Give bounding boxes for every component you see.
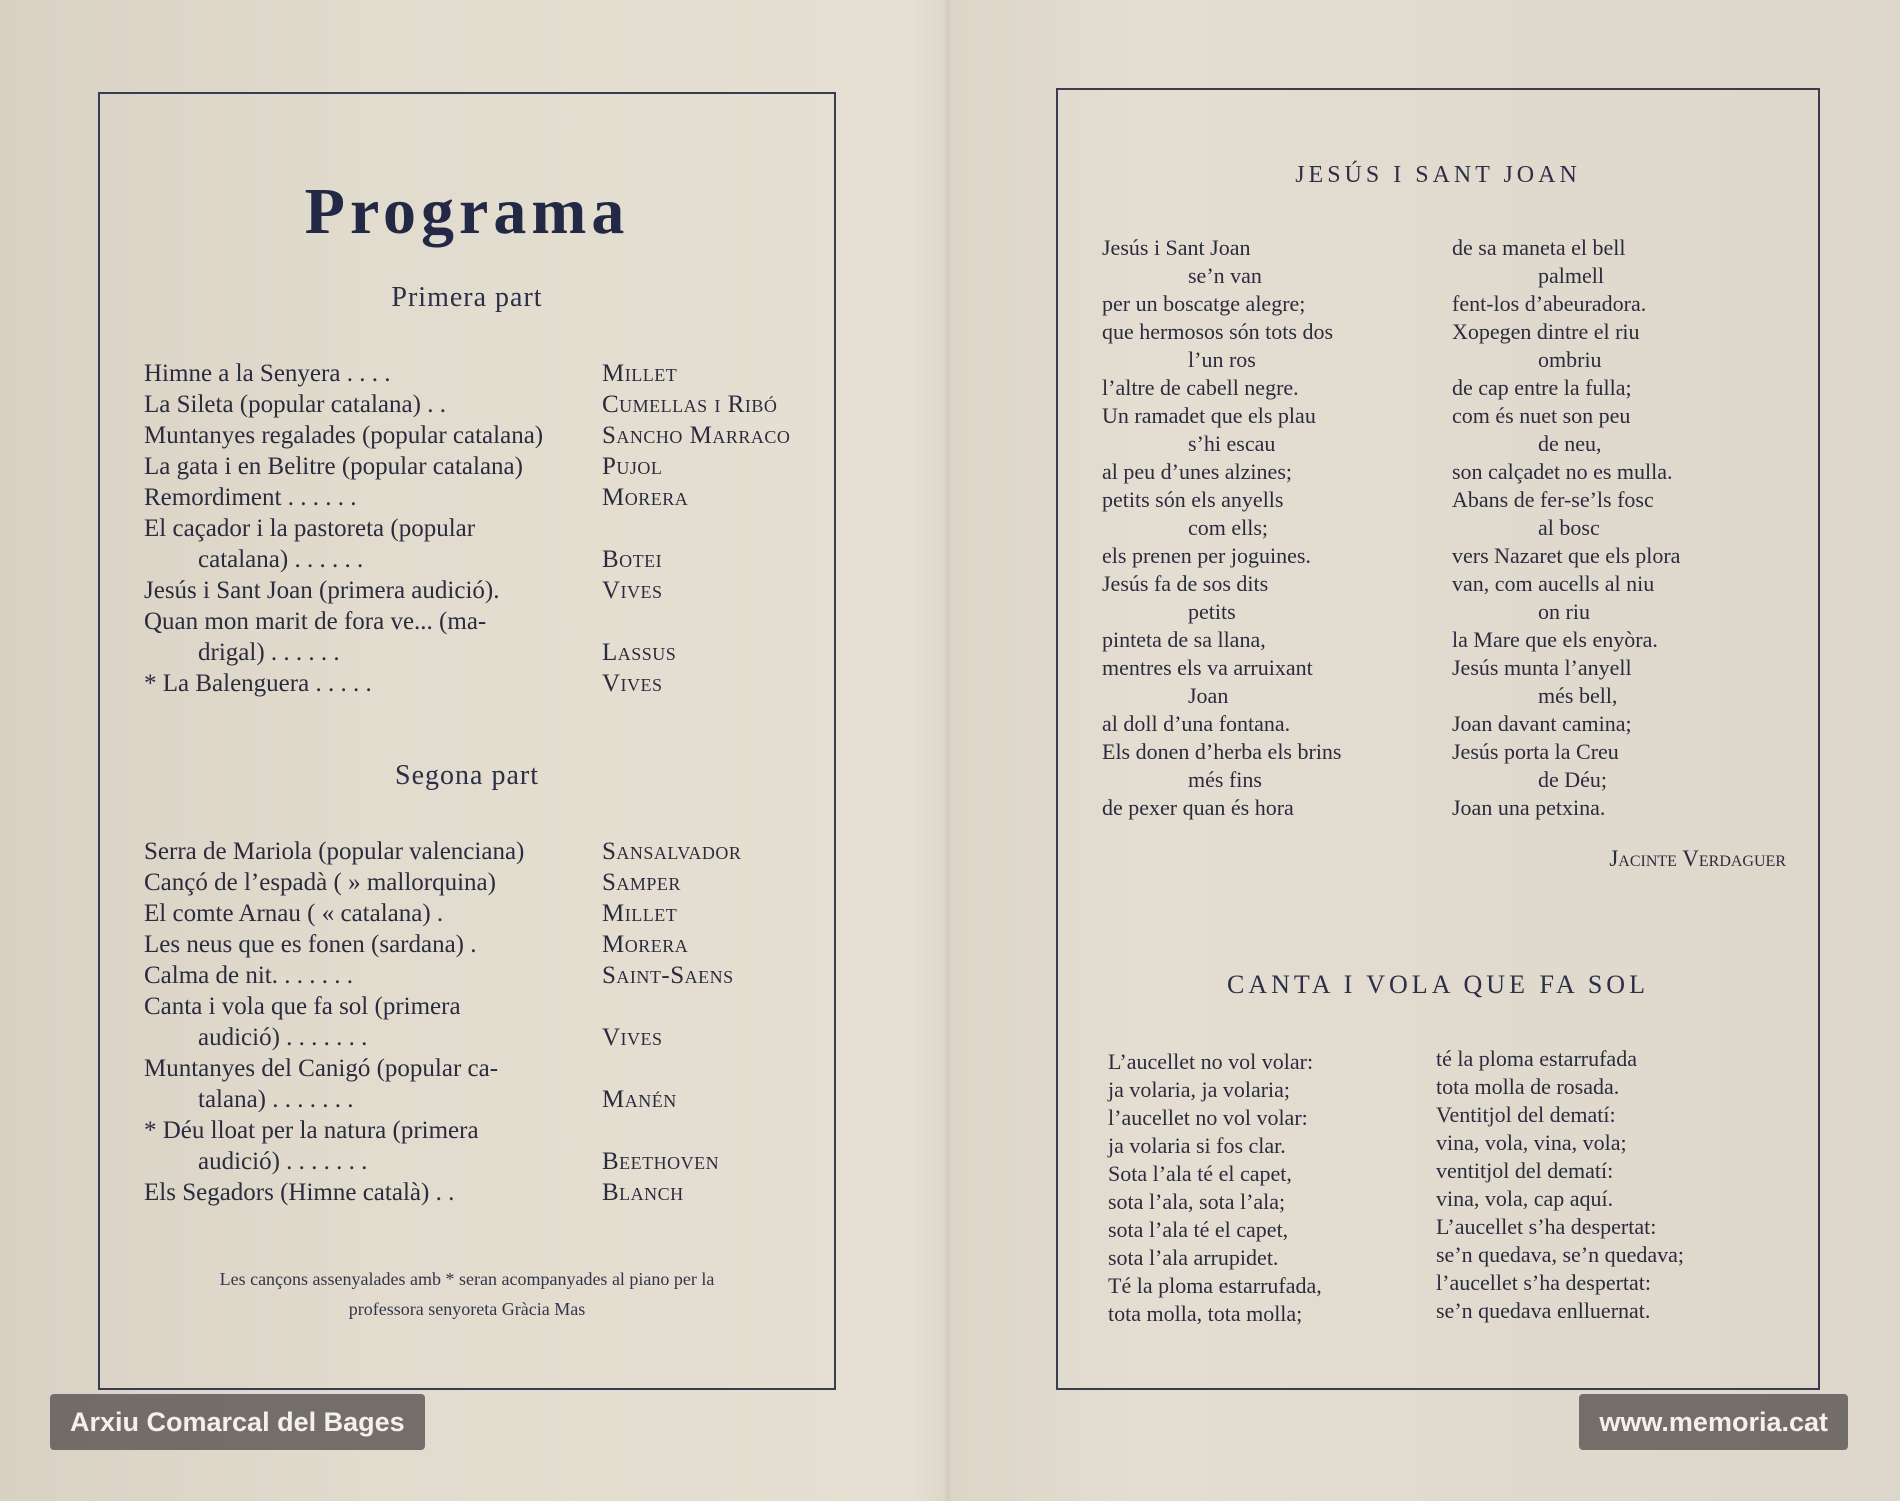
lyric-line: vina, vola, vina, vola; [1436, 1130, 1627, 1155]
piece-title: * La Balenguera . . . . . [144, 670, 372, 697]
lyric-line: l’aucellet no vol volar: [1108, 1105, 1308, 1130]
program-row [144, 1115, 824, 1146]
program-row [144, 929, 824, 960]
lyric-line: mentres els va arruixant [1102, 655, 1313, 680]
lyric-line: l’altre de cabell negre. [1102, 375, 1299, 400]
program-row [144, 991, 824, 1022]
lyric-line: tota molla, tota molla; [1108, 1301, 1303, 1326]
piece-title: Himne a la Senyera . . . . [144, 360, 391, 387]
lyric-line: Jesús fa de sos dits [1102, 571, 1269, 596]
lyric-line: ventitjol del dematí: [1436, 1158, 1614, 1183]
lyric-line: ja volaria, ja volaria; [1108, 1077, 1291, 1102]
lyric-line: de pexer quan és hora [1102, 795, 1294, 820]
program-row [144, 451, 824, 482]
program-row [144, 898, 824, 929]
lyric-line: la Mare que els enyòra. [1452, 627, 1658, 652]
piece-title: Remordiment . . . . . . [144, 484, 357, 511]
lyric-line: s’hi escau [1188, 431, 1276, 456]
program-row [144, 1053, 824, 1084]
program-row [144, 575, 824, 606]
lyric-line: palmell [1538, 263, 1604, 288]
program-row [144, 358, 824, 389]
lyric-line: Té la ploma estarrufada, [1108, 1273, 1322, 1298]
lyric-line: vina, vola, cap aquí. [1436, 1186, 1614, 1211]
archive-badge: Arxiu Comarcal del Bages [50, 1394, 425, 1450]
program-row [144, 1084, 824, 1115]
program-row [144, 637, 824, 668]
composer-name: Millet [602, 360, 678, 387]
composer-name: Sansalvador [602, 838, 742, 865]
lyric-line: petits són els anyells [1102, 487, 1284, 512]
lyric-line: Joan davant camina; [1452, 711, 1632, 736]
program-row [144, 544, 824, 575]
piece-title: audició) . . . . . . . [198, 1148, 368, 1175]
lyric-line: sota l’ala té el capet, [1108, 1217, 1289, 1242]
lyric-line: Jesús i Sant Joan [1102, 235, 1251, 260]
page-fold [944, 0, 952, 1501]
piece-title: La gata i en Belitre (popular catalana) [144, 453, 523, 480]
piece-title: Muntanyes regalades (popular catalana) [144, 422, 544, 449]
website-badge: www.memoria.cat [1579, 1394, 1848, 1450]
lyric-line: on riu [1538, 599, 1590, 624]
lyrics-panel [1056, 88, 1820, 1390]
composer-name: Vives [602, 670, 663, 697]
lyric-line: al doll d’una fontana. [1102, 711, 1291, 736]
composer-name: Lassus [602, 639, 677, 666]
piece-title: Les neus que es fonen (sardana) . [144, 931, 477, 958]
composer-name: Samper [602, 869, 681, 896]
lyric-line: de Déu; [1538, 767, 1608, 792]
composer-name: Beethoven [602, 1148, 720, 1175]
program-row [144, 482, 824, 513]
song2-column-left [1108, 1048, 1322, 1328]
lyric-line: L’aucellet no vol volar: [1108, 1049, 1314, 1074]
composer-name: Sancho Marraco [602, 422, 791, 449]
piece-title: Serra de Mariola (popular valenciana) [144, 838, 525, 865]
segona-part-title: Segona part [395, 760, 539, 791]
program-row [144, 1022, 824, 1053]
piece-title: Quan mon marit de fora ve... (ma- [144, 608, 487, 635]
lyric-line: Jesús porta la Creu [1452, 739, 1619, 764]
piece-title: Els Segadors (Himne català) . . [144, 1179, 455, 1206]
composer-name: Millet [602, 900, 678, 927]
lyric-line: Jesús munta l’anyell [1452, 655, 1632, 680]
lyric-line: té la ploma estarrufada [1436, 1046, 1637, 1071]
song1-column-left [1102, 234, 1342, 822]
lyric-line: l’aucellet s’ha despertat: [1436, 1270, 1652, 1295]
piece-title: Calma de nit. . . . . . . [144, 962, 353, 989]
program-row [144, 513, 824, 544]
program-row [144, 668, 824, 699]
lyric-line: se’n quedava enlluernat. [1436, 1298, 1651, 1323]
lyric-line: son calçadet no es mulla. [1452, 459, 1673, 484]
lyric-line: vers Nazaret que els plora [1452, 543, 1681, 568]
lyric-line: de neu, [1538, 431, 1602, 456]
lyric-line: se’n quedava, se’n quedava; [1436, 1242, 1685, 1267]
primera-part-list [144, 358, 824, 699]
piece-title: audició) . . . . . . . [198, 1024, 368, 1051]
lyric-line: al bosc [1538, 515, 1600, 540]
lyric-line: sota l’ala arrupidet. [1108, 1245, 1279, 1270]
lyric-line: com és nuet son peu [1452, 403, 1631, 428]
lyric-line: de sa maneta el bell [1452, 235, 1626, 260]
piece-title: El comte Arnau ( « catalana) . [144, 900, 444, 927]
lyric-line: Ventitjol del dematí: [1436, 1102, 1616, 1127]
lyric-line: de cap entre la fulla; [1452, 375, 1632, 400]
lyric-line: per un boscatge alegre; [1102, 291, 1306, 316]
lyric-line: ja volaria si fos clar. [1108, 1133, 1286, 1158]
program-row [144, 836, 824, 867]
lyric-line: fent-los d’abeuradora. [1452, 291, 1647, 316]
piece-title: talana) . . . . . . . [198, 1086, 354, 1113]
program-row [144, 867, 824, 898]
program-row [144, 389, 824, 420]
piece-title: La Sileta (popular catalana) . . [144, 391, 446, 418]
primera-part-title: Primera part [391, 282, 543, 313]
song1-author: Jacinte Verdaguer [1609, 846, 1786, 871]
composer-name: Saint-Saens [602, 962, 734, 989]
programa-panel [98, 92, 836, 1390]
lyric-line: Sota l’ala té el capet, [1108, 1161, 1292, 1186]
lyric-line: els prenen per joguines. [1102, 543, 1311, 568]
piece-title: drigal) . . . . . . [198, 639, 340, 666]
lyric-line: Joan [1188, 683, 1229, 708]
composer-name: Morera [602, 931, 689, 958]
song1-title: JESÚS I SANT JOAN [1295, 162, 1581, 188]
composer-name: Morera [602, 484, 689, 511]
lyric-line: Abans de fer-se’ls fosc [1452, 487, 1654, 512]
lyric-line: Xopegen dintre el riu [1452, 319, 1640, 344]
piece-title: El caçador i la pastoreta (popular [144, 515, 476, 542]
composer-name: Vives [602, 577, 663, 604]
lyric-line: que hermosos són tots dos [1102, 319, 1333, 344]
composer-name: Pujol [602, 453, 663, 480]
lyric-line: petits [1188, 599, 1236, 624]
lyric-line: Joan una petxina. [1452, 795, 1606, 820]
composer-name: Cumellas i Ribó [602, 391, 778, 418]
footnote [130, 1264, 804, 1324]
lyric-line: pinteta de sa llana, [1102, 627, 1266, 652]
program-row [144, 1146, 824, 1177]
lyric-line: van, com aucells al niu [1452, 571, 1655, 596]
song2-column-right [1436, 1045, 1684, 1325]
lyric-line: sota l’ala, sota l’ala; [1108, 1189, 1286, 1214]
lyric-line: al peu d’unes alzines; [1102, 459, 1292, 484]
lyric-line: més bell, [1538, 683, 1618, 708]
program-row [144, 606, 824, 637]
program-row [144, 960, 824, 991]
composer-name: Manén [602, 1086, 677, 1113]
piece-title: catalana) . . . . . . [198, 546, 364, 573]
lyric-line: Els donen d’herba els brins [1102, 739, 1342, 764]
composer-name: Blanch [602, 1179, 684, 1206]
program-row [144, 420, 824, 451]
lyric-line: ombriu [1538, 347, 1602, 372]
programa-title: Programa [304, 175, 630, 248]
segona-part-list [144, 836, 824, 1208]
footnote-line: professora senyoreta Gràcia Mas [348, 1299, 586, 1319]
lyric-line: Un ramadet que els plau [1102, 403, 1316, 428]
lyric-line: com ells; [1188, 515, 1269, 540]
lyric-line: l’un ros [1188, 347, 1256, 372]
song2-title: CANTA I VOLA QUE FA SOL [1227, 970, 1649, 999]
piece-title: Canta i vola que fa sol (primera [144, 993, 461, 1020]
piece-title: Cançó de l’espadà ( » mallorquina) [144, 869, 496, 896]
composer-name: Vives [602, 1024, 663, 1051]
song1-column-right [1452, 234, 1680, 822]
program-row [144, 1177, 824, 1208]
piece-title: * Déu lloat per la natura (primera [144, 1117, 479, 1144]
lyric-line: L’aucellet s’ha despertat: [1436, 1214, 1657, 1239]
lyric-line: tota molla de rosada. [1436, 1074, 1620, 1099]
piece-title: Jesús i Sant Joan (primera audició). [144, 577, 500, 604]
lyric-line: se’n van [1188, 263, 1262, 288]
lyric-line: més fins [1188, 767, 1262, 792]
footnote-line: Les cançons assenyalades amb * seran acompanyades al piano per la [219, 1269, 715, 1289]
composer-name: Botei [602, 546, 663, 573]
piece-title: Muntanyes del Canigó (popular ca- [144, 1055, 499, 1082]
